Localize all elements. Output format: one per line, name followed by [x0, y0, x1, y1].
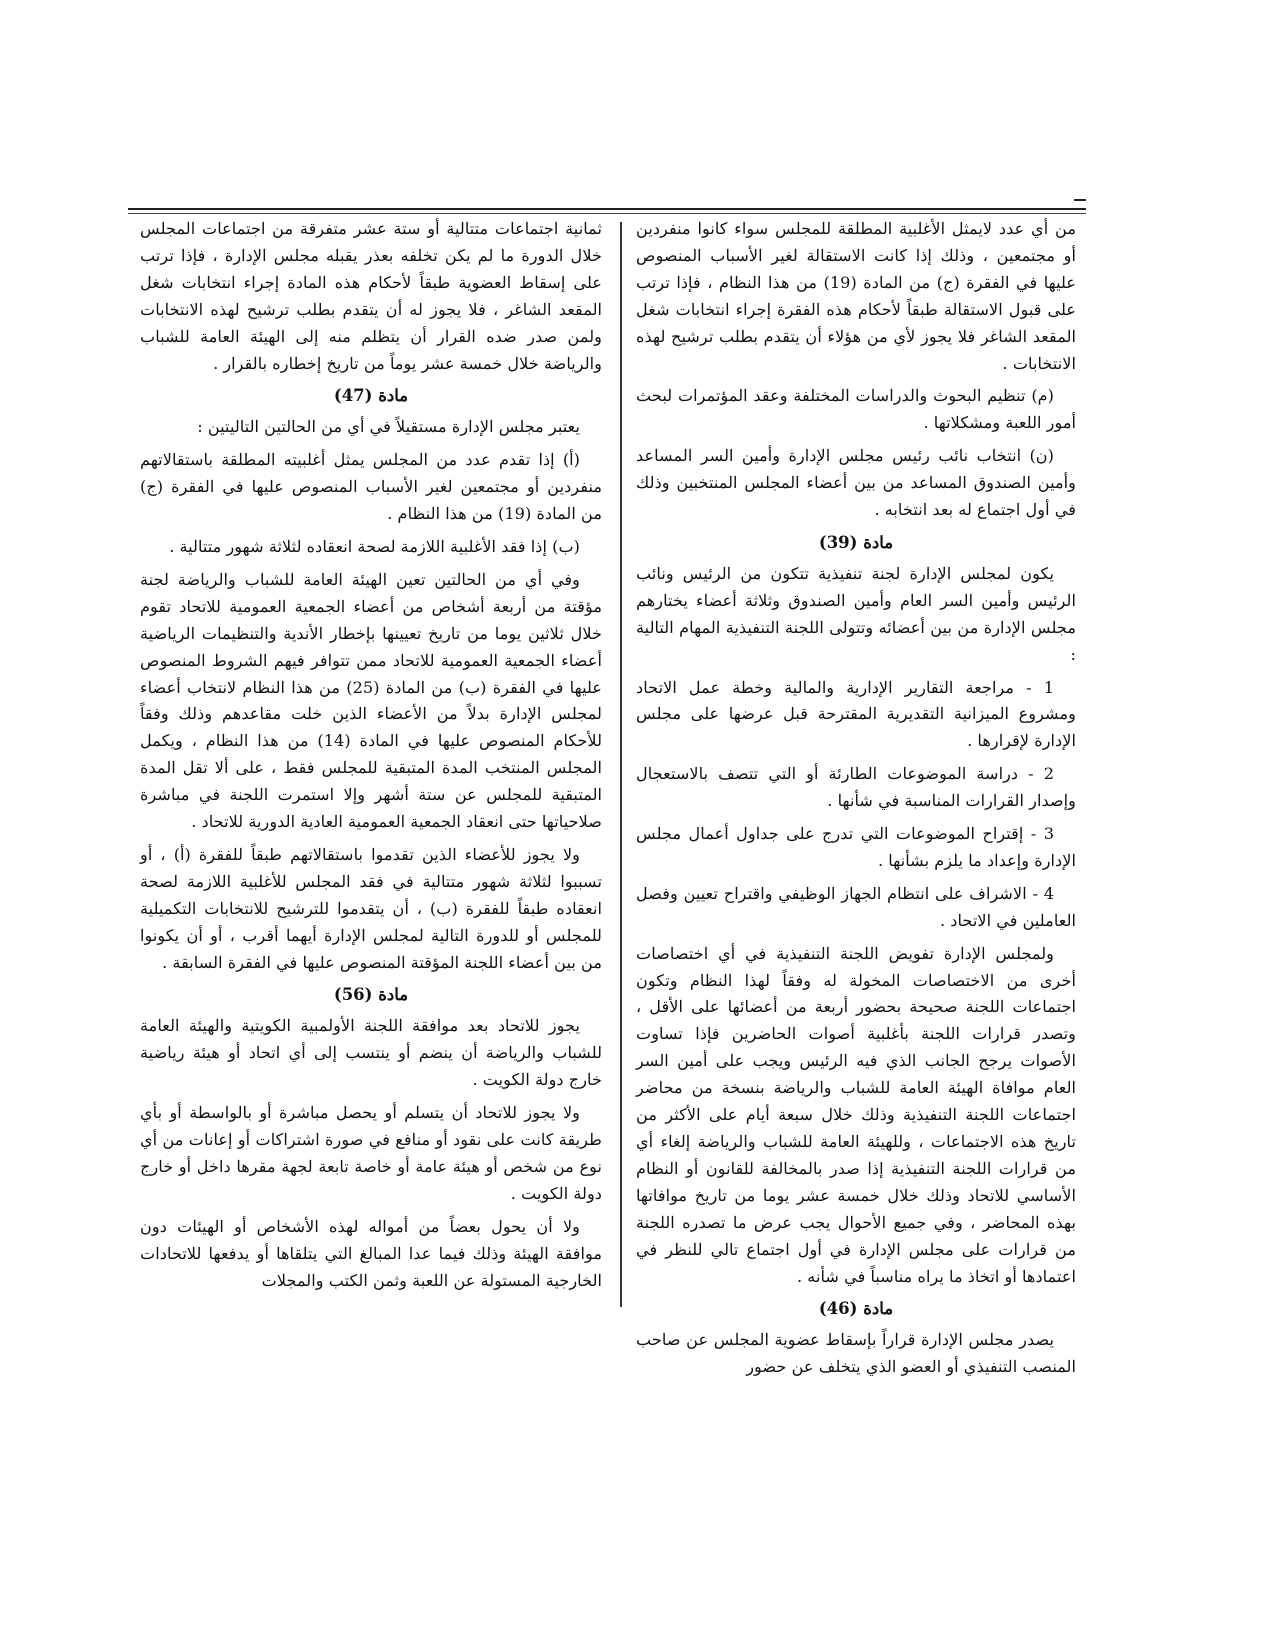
- paragraph: يصدر مجلس الإدارة قراراً بإسقاط عضوية المجلس عن صاحب المنصب التنفيذي أو العضو الذي يتخلف عن حضور: [636, 1330, 1076, 1377]
- left-text-column: [140, 216, 602, 1326]
- column-divider: [620, 222, 622, 1307]
- paragraph: ولا يجوز للأعضاء الذين تقدموا باستقالاتهم طبقاً للفقرة (أ) ، أو تسببوا لثلاثة شهور متتالية في فقد المجلس للأغلبية اللازمة لصحة انعقاده طبقاً للفقرة (ب) ، أن يتقدموا للترشيح للانتخابات التكميلية للمجلس أو للدورة التالية لمجلس الإدارة أيهما أقرب ، أو أن يكونوا من بين أعضاء اللجنة المؤقتة المنصوص عليها في الفقرة السابقة .: [140, 844, 602, 972]
- paragraph: 1 - مراجعة التقارير الإدارية والمالية وخطة عمل الاتحاد ومشروع الميزانية التقديرية المقترحة قبل عرضها على مجلس الإدارة لإقرارها .: [636, 677, 1076, 751]
- article-heading: مادة (46): [818, 1299, 894, 1319]
- paragraph: يجوز للاتحاد بعد موافقة اللجنة الأولمبية الكويتية والهيئة العامة للشباب والرياضة أن ينضم أو ينتسب إلى أي اتحاد أو هيئة رياضية خارج دولة الكويت .: [140, 1016, 602, 1090]
- article-heading: مادة (39): [818, 532, 894, 552]
- header-tick-mark: [1074, 199, 1086, 201]
- paragraph: (ن) انتخاب نائب رئيس مجلس الإدارة وأمين السر المساعد وأمين الصندوق المساعد من بين أعضاء المجلس المنتخبين وذلك في أول اجتماع له بعد انتخابه .: [636, 446, 1076, 520]
- paragraph: 2 - دراسة الموضوعات الطارئة أو التي تتصف بالاستعجال وإصدار القرارات المناسبة في شأنها .: [636, 764, 1076, 811]
- paragraph: (أ) إذا تقدم عدد من المجلس يمثل أغلبيته المطلقة باستقالاتهم منفردين أو مجتمعين لغير الأسباب المنصوص عليها في الفقرة (ج) من المادة (19) من هذا النظام .: [140, 450, 602, 524]
- article-heading: مادة (47): [333, 386, 409, 406]
- paragraph: ولا أن يحول بعضاً من أمواله لهذه الأشخاص أو الهيئات دون موافقة الهيئة وذلك فيما عدا المبالغ التي يتلقاها أو يدفعها للاتحادات الخارجية المستولة عن اللعبة وثمن الكتب والمجلات: [140, 1216, 602, 1290]
- paragraph: (م) تنظيم البحوث والدراسات المختلفة وعقد المؤتمرات لبحث أمور اللعبة ومشكلاتها .: [636, 386, 1076, 433]
- paragraph: من أي عدد لايمثل الأغلبية المطلقة للمجلس سواء كانوا منفردين أو مجتمعين ، وذلك إذا كانت الاستقالة لغير الأسباب المنصوص عليها في الفقرة (ج) من المادة (19) من هذا النظام ، فإذا ترتب على قبول الاستقالة طبقاً لأحكام هذه الفقرة إجراء انتخابات شغل المقعد الشاغر فلا يجوز لأي من هؤلاء أن يتقدم بطلب ترشيح لهذه الانتخابات .: [636, 219, 1077, 373]
- article-heading: مادة (56): [333, 985, 409, 1005]
- paragraph: يكون لمجلس الإدارة لجنة تنفيذية تتكون من الرئيس ونائب الرئيس وأمين السر العام وأمين الصندوق وثلاثة أعضاء يختارهم مجلس الإدارة من بين أعضائه وتتولى اللجنة التنفيذية المهام التالية :: [636, 563, 1076, 664]
- paragraph: يعتبر مجلس الإدارة مستقيلاً في أي من الحالتين التاليتين :: [197, 417, 580, 437]
- paragraph: ثمانية اجتماعات متتالية أو ستة عشر متفرقة من اجتماعات المجلس خلال الدورة ما لم يكن تخلفه بعذر يقبله مجلس الإدارة ، فإذا ترتب على إسقاط العضوية طبقاً لأحكام هذه المادة إجراء انتخابات شغل المقعد الشاغر ، فلا يجوز له أن يتقدم بطلب ترشيح لهذه الانتخابات ولمن صدر ضده القرار أن يتظلم منه إلى الهيئة العامة للشباب والرياضة خلال خمسة عشر يوماً من تاريخ إخطاره بالقرار .: [140, 219, 602, 373]
- paragraph: وفي أي من الحالتين تعين الهيئة العامة للشباب والرياضة لجنة مؤقتة من أربعة أشخاص من أعضاء الجمعية العمومية للاتحاد تقوم خلال ثلاثين يوما من تاريخ تعيينها بإخطار الأندية والتنظيمات الرياضية أعضاء الجمعية العمومية للاتحاد ممن تتوافر فيهم الشروط المنصوص عليها في الفقرة (ب) من المادة (25) من هذا النظام لانتخاب أعضاء لمجلس الإدارة بدلاً من الأعضاء الذين خلت مقاعدهم وذلك وفقاً للأحكام المنصوص عليها في المادة (14) من هذا النظام ، ويكمل المجلس المنتخب المدة المتبقية للمجلس فقط ، على ألا تقل المدة المتبقية للمجلس عن ستة أشهر وإلا استمرت اللجنة في مباشرة صلاحياتها حتى انعقاد الجمعية العمومية العادية الدورية للاتحاد .: [140, 569, 602, 832]
- paragraph: 4 - الاشراف على انتظام الجهاز الوظيفي واقتراح تعيين وفصل العاملين في الاتحاد .: [636, 883, 1076, 930]
- right-text-column: [636, 216, 1077, 1377]
- header-rule-thin: [128, 213, 1086, 214]
- paragraph: ولمجلس الإدارة تفويض اللجنة التنفيذية في أي اختصاصات أخرى من الاختصاصات المخولة له وفقاً لهذا النظام وتكون اجتماعات اللجنة صحيحة بحضور أربعة من أعضائها على الأقل ، وتصدر قرارات اللجنة بأغلبية أصوات الحاضرين فإذا تساوت الأصوات يرجح الجانب الذي فيه الرئيس ويجب على أمين السر العام موافاة الهيئة العامة للشباب والرياضة بنسخة من محاضر اجتماعات اللجنة التنفيذية وذلك خلال سبعة أيام على الأكثر من تاريخ هذه الاجتماعات ، وللهيئة العامة للشباب والرياضة إلغاء أي من قرارات اللجنة التنفيذية إذا صدر بالمخالفة للقانون أو النظام الأساسي للاتحاد وذلك خلال خمسة عشر يوما من تاريخ موافاتها بهذه المحاضر ، وفي جميع الأحوال يجب عرض ما تصدره اللجنة من قرارات على مجلس الإدارة في أول اجتماع تالي للنظر في اعتمادها أو اتخاذ ما يراه مناسباً في شأنه .: [636, 943, 1076, 1286]
- paragraph: (ب) إذا فقد الأغلبية اللازمة لصحة انعقاده لثلاثة شهور متتالية .: [169, 536, 580, 556]
- paragraph: 3 - إقتراح الموضوعات التي تدرج على جداول أعمال مجلس الإدارة وإعداد ما يلزم بشأنها .: [636, 824, 1076, 870]
- paragraph: ولا يجوز للاتحاد أن يتسلم أو يحصل مباشرة أو بالواسطة أو بأي طريقة كانت على نقود أو منافع في صورة اشتراكات أو إعانات من أي نوع من شخص أو هيئة عامة أو خاصة تابعة لجهة مقرها داخل أو خارج دولة الكويت .: [140, 1103, 602, 1203]
- header-rule: [128, 208, 1086, 210]
